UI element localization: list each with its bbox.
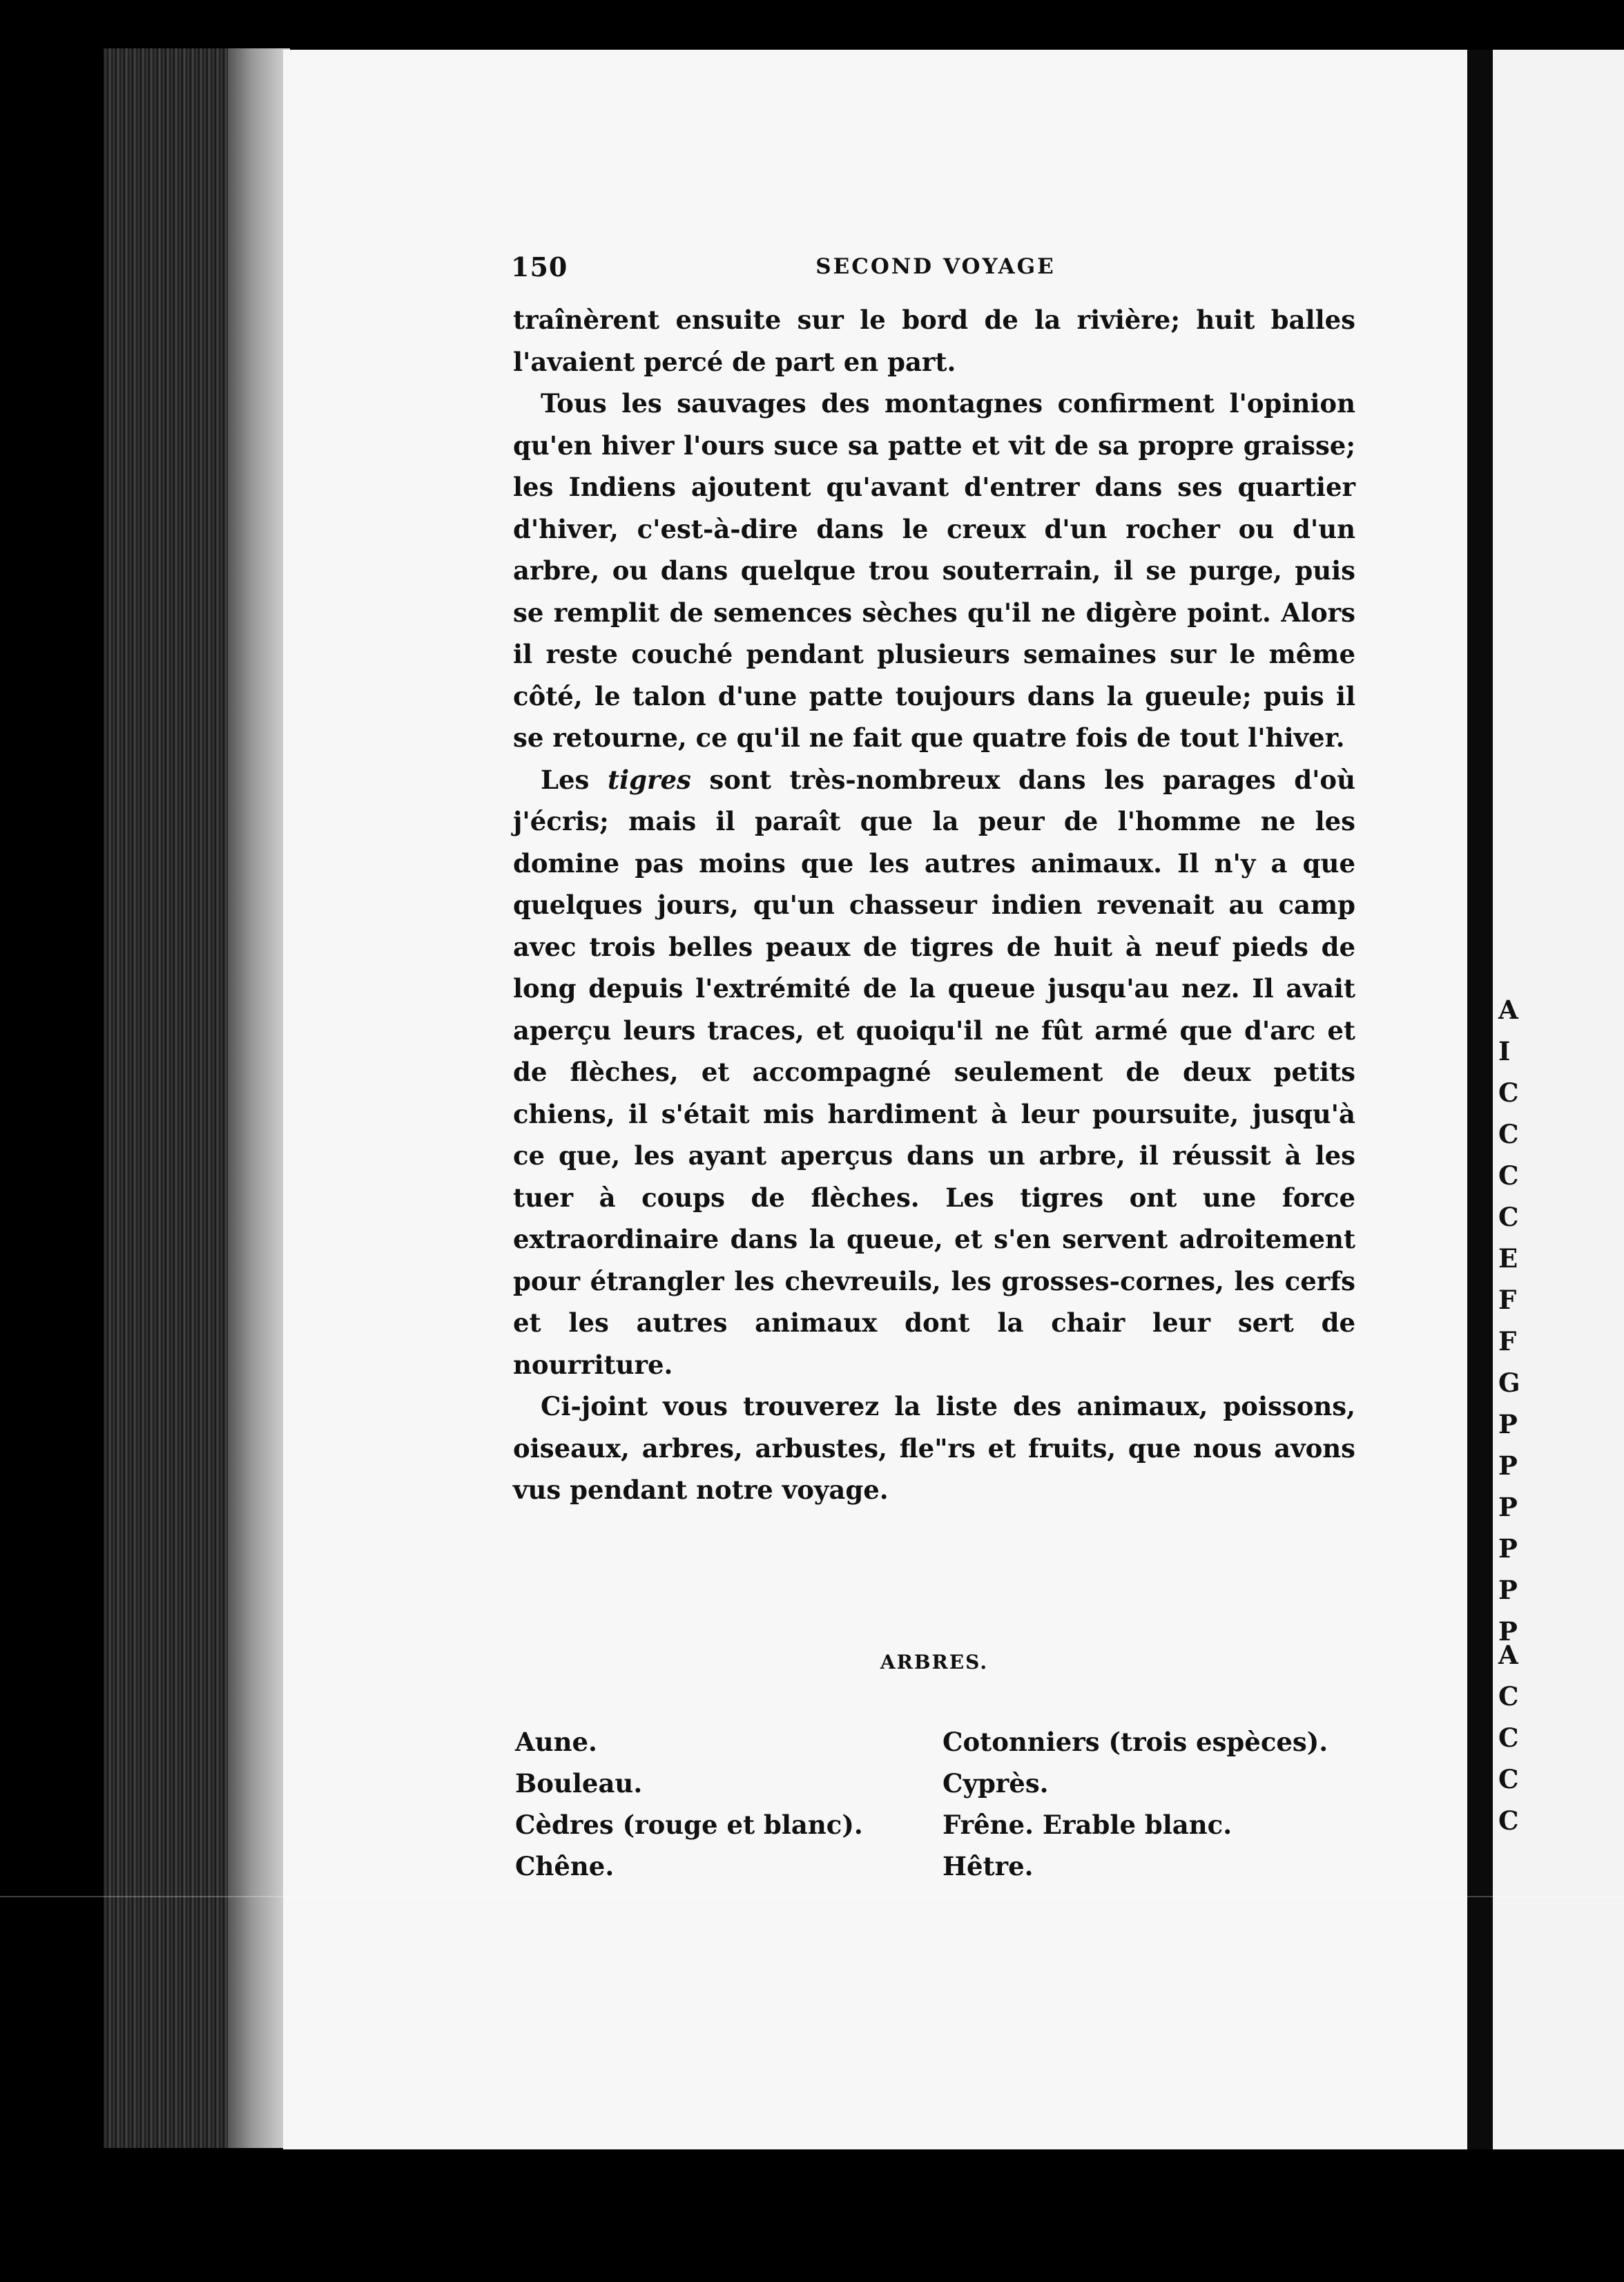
- right-page-letter: P: [1498, 1450, 1518, 1481]
- list-item: Bouleau.: [515, 1768, 643, 1799]
- right-page-letter: C: [1498, 1077, 1519, 1108]
- italic-word-tigres: tigres: [607, 764, 691, 795]
- right-page-letter: C: [1498, 1160, 1519, 1191]
- right-page-fragment: [1493, 50, 1624, 2149]
- right-page-letter: C: [1498, 1119, 1519, 1149]
- right-page-letter: E: [1498, 1243, 1518, 1274]
- right-page-letter: C: [1498, 1681, 1519, 1712]
- list-item: Cèdres (rouge et blanc).: [515, 1810, 863, 1840]
- right-page-letter: F: [1498, 1326, 1517, 1356]
- body-text: [513, 299, 1355, 1511]
- paragraph-3-rest: sont très-nombreux dans les parages d'où j'écris; mais il paraît que la peur de l'homme ne les domine pas moins que les autres animaux. Il n'y a que quelques jours, qu'un chasseur indien revenait au camp avec trois belles peaux de tigres de huit à neuf pieds de long depuis l'extrémité de la queue jusqu'au nez. Il avait aperçu leurs traces, et quoiqu'il ne fût armé que d'arc et de flèches, et accompagné seulement de deux petits chiens, il s'était mis hardiment à leur poursuite, jusqu'à ce que, les ayant aperçus dans un arbre, il réussit à les tuer à coups de flèches. Les tigres ont une force extraordinaire dans la queue, et s'en servent adroitement pour étrangler les chevreuils, les grosses-cornes, les cerfs et les autres animaux dont la chair leur sert de nourriture.: [513, 764, 1355, 1380]
- page-header: [511, 251, 1360, 293]
- paragraph-4: Ci-joint vous trouverez la liste des animaux, poissons, oiseaux, arbres, arbustes, fle"rs et fruits, que nous avons vus pendant notre voyage.: [513, 1391, 1355, 1505]
- paragraph-3: [513, 759, 1355, 1386]
- right-page-letter: P: [1498, 1616, 1518, 1647]
- book-gutter: [1467, 50, 1493, 2149]
- right-page-letter: C: [1498, 1202, 1519, 1232]
- paragraph-2: Tous les sauvages des montagnes confirment l'opinion qu'en hiver l'ours suce sa patte et vit de sa propre graisse; les Indiens ajoutent qu'avant d'entrer dans ses quartier d'hiver, c'est-à-dire dans le creux d'un rocher ou d'un arbre, ou dans quelque trou souterrain, il se purge, puis se remplit de semences sèches qu'il ne digère point. Alors il reste couché pendant plusieurs semaines sur le même côté, le talon d'une patte toujours dans la gueule; puis il se retourne, ce qu'il ne fait que quatre fois de tout l'hiver.: [513, 388, 1355, 753]
- right-page-letter: C: [1498, 1764, 1519, 1794]
- page-shadow: [228, 48, 290, 2148]
- paragraph-1: traînèrent ensuite sur le bord de la rivière; huit balles l'avaient percé de part en part.: [513, 305, 1355, 377]
- list-item: Frêne. Erable blanc.: [942, 1810, 1232, 1840]
- list-item: Cyprès.: [942, 1768, 1049, 1799]
- page-number: 150: [511, 251, 568, 282]
- right-page-letter: P: [1498, 1409, 1518, 1439]
- right-page-letter: P: [1498, 1533, 1518, 1564]
- right-page-letter: A: [1498, 995, 1518, 1025]
- list-heading: ARBRES.: [880, 1651, 989, 1674]
- right-page-letter: A: [1498, 1640, 1518, 1670]
- right-page-letter: C: [1498, 1723, 1519, 1753]
- right-page-letter: C: [1498, 1805, 1519, 1836]
- list-item: Chêne.: [515, 1851, 615, 1881]
- paragraph-3-start: Les: [541, 764, 608, 795]
- list-item: Cotonniers (trois espèces).: [942, 1727, 1328, 1757]
- list-item: Hêtre.: [942, 1851, 1034, 1881]
- right-page-letter: I: [1498, 1036, 1511, 1066]
- list-item: Aune.: [515, 1727, 597, 1757]
- right-page-letter: P: [1498, 1492, 1518, 1522]
- right-page-letter: G: [1498, 1368, 1520, 1398]
- book-page: [283, 50, 1467, 2149]
- right-page-letter: F: [1498, 1285, 1517, 1315]
- running-title: SECOND VOYAGE: [815, 254, 1056, 279]
- tree-list-right: [942, 1721, 1328, 1887]
- right-page-letter: P: [1498, 1575, 1518, 1605]
- scan-artifact-line: [0, 1896, 1624, 1897]
- tree-list-left: [515, 1721, 863, 1887]
